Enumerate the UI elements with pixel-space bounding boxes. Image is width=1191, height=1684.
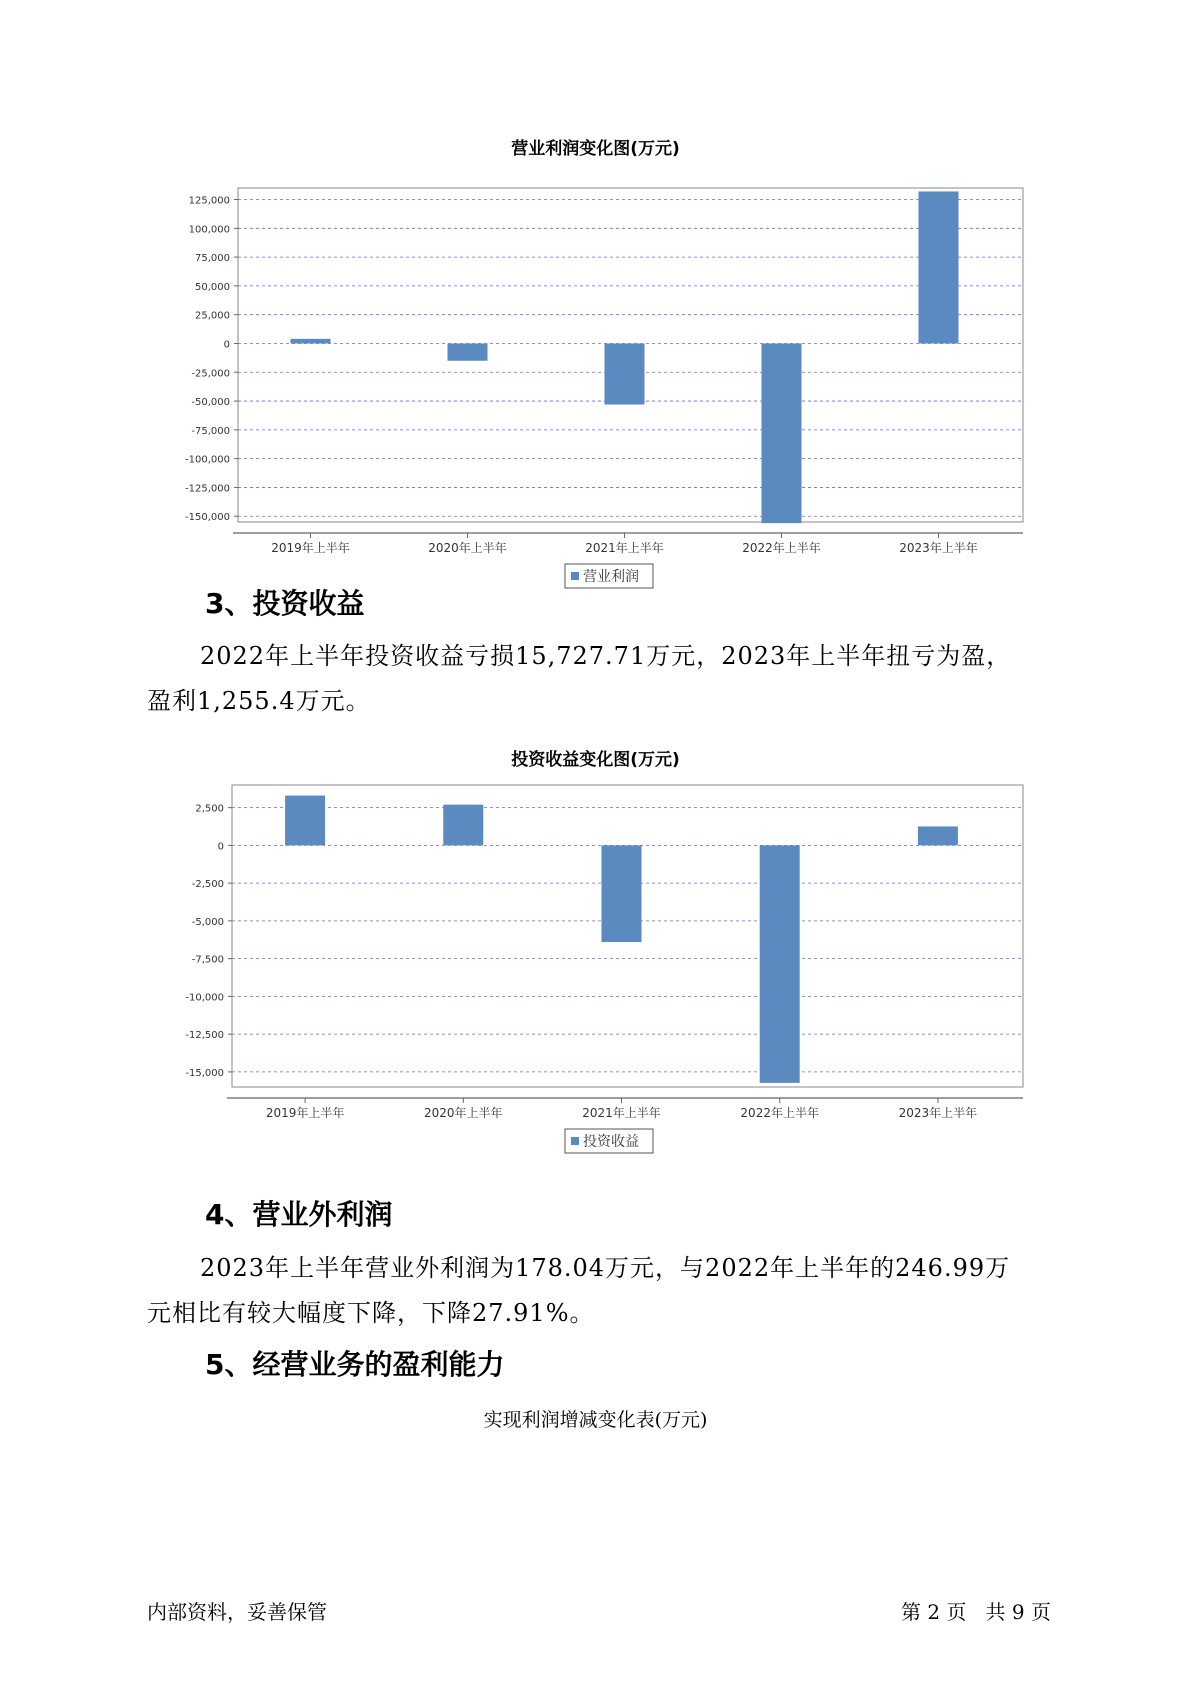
y-tick-label: 75,000: [195, 253, 230, 265]
x-tick-label: 2020年上半年: [424, 1106, 503, 1120]
y-tick-label: 125,000: [188, 195, 230, 207]
legend-label: 投资收益: [583, 1134, 639, 1150]
bar: [760, 845, 800, 1082]
bar: [285, 796, 325, 846]
bar: [443, 805, 483, 846]
footer-left: 内部资料，妥善保管: [147, 1600, 327, 1624]
legend-label: 营业利润: [583, 569, 639, 585]
section-3-heading: 3、投资收益: [205, 587, 365, 620]
x-tick-label: 2022年上半年: [742, 541, 821, 555]
bar: [448, 343, 488, 360]
legend-swatch: [571, 1137, 579, 1145]
section-5-heading: 5、经营业务的盈利能力: [205, 1348, 505, 1381]
section-4-paragraph-line1: 2023年上半年营业外利润为178.04万元，与2022年上半年的246.99万: [200, 1254, 1011, 1282]
section-3-paragraph-line1: 2022年上半年投资收益亏损15,727.71万元，2023年上半年扭亏为盈，: [200, 642, 1012, 670]
y-tick-label: -50,000: [191, 397, 230, 409]
y-tick-label: 2,500: [195, 803, 224, 815]
bar: [602, 845, 642, 942]
x-tick-label: 2021年上半年: [582, 1106, 661, 1120]
y-tick-label: -12,500: [185, 1030, 224, 1042]
y-tick-label: -100,000: [185, 454, 230, 466]
x-tick-label: 2019年上半年: [271, 541, 350, 555]
x-tick-label: 2020年上半年: [428, 541, 507, 555]
y-tick-label: -25,000: [191, 368, 230, 380]
footer-page-number: 第 2 页 共 9 页: [901, 1600, 1051, 1624]
y-tick-label: -15,000: [185, 1067, 224, 1079]
y-tick-label: 50,000: [195, 281, 230, 293]
y-tick-label: -7,500: [191, 954, 224, 966]
x-tick-label: 2019年上半年: [265, 1106, 345, 1120]
x-tick-label: 2023年上半年: [898, 1106, 978, 1120]
bar: [605, 343, 645, 404]
y-tick-label: 100,000: [188, 224, 230, 236]
legend-swatch: [571, 572, 579, 580]
section-4-paragraph-line2: 元相比有较大幅度下降，下降27.91%。: [147, 1299, 595, 1327]
bar: [919, 191, 959, 343]
y-tick-label: 0: [217, 841, 224, 853]
y-tick-label: -5,000: [191, 916, 224, 928]
operating-profit-chart: [0, 160, 1191, 585]
x-tick-label: 2022年上半年: [740, 1106, 819, 1120]
chart2-title: 投资收益变化图(万元): [511, 750, 680, 770]
x-tick-label: 2021年上半年: [585, 541, 664, 555]
y-tick-label: -2,500: [191, 879, 224, 891]
bar: [291, 339, 331, 344]
table-caption: 实现利润增减变化表(万元): [483, 1409, 708, 1431]
section-4-heading: 4、营业外利润: [205, 1198, 393, 1231]
y-tick-label: -150,000: [185, 512, 230, 524]
y-tick-label: -10,000: [185, 992, 224, 1004]
chart1-title: 营业利润变化图(万元): [511, 139, 680, 159]
y-tick-label: -75,000: [191, 425, 230, 437]
bar: [762, 343, 802, 523]
y-tick-label: 0: [223, 339, 230, 351]
x-tick-label: 2023年上半年: [899, 541, 978, 555]
bar: [918, 826, 958, 845]
y-tick-label: -125,000: [185, 483, 230, 495]
y-tick-label: 25,000: [195, 310, 230, 322]
investment-income-chart: [0, 780, 1191, 1175]
section-3-paragraph-line2: 盈利1,255.4万元。: [147, 687, 371, 715]
